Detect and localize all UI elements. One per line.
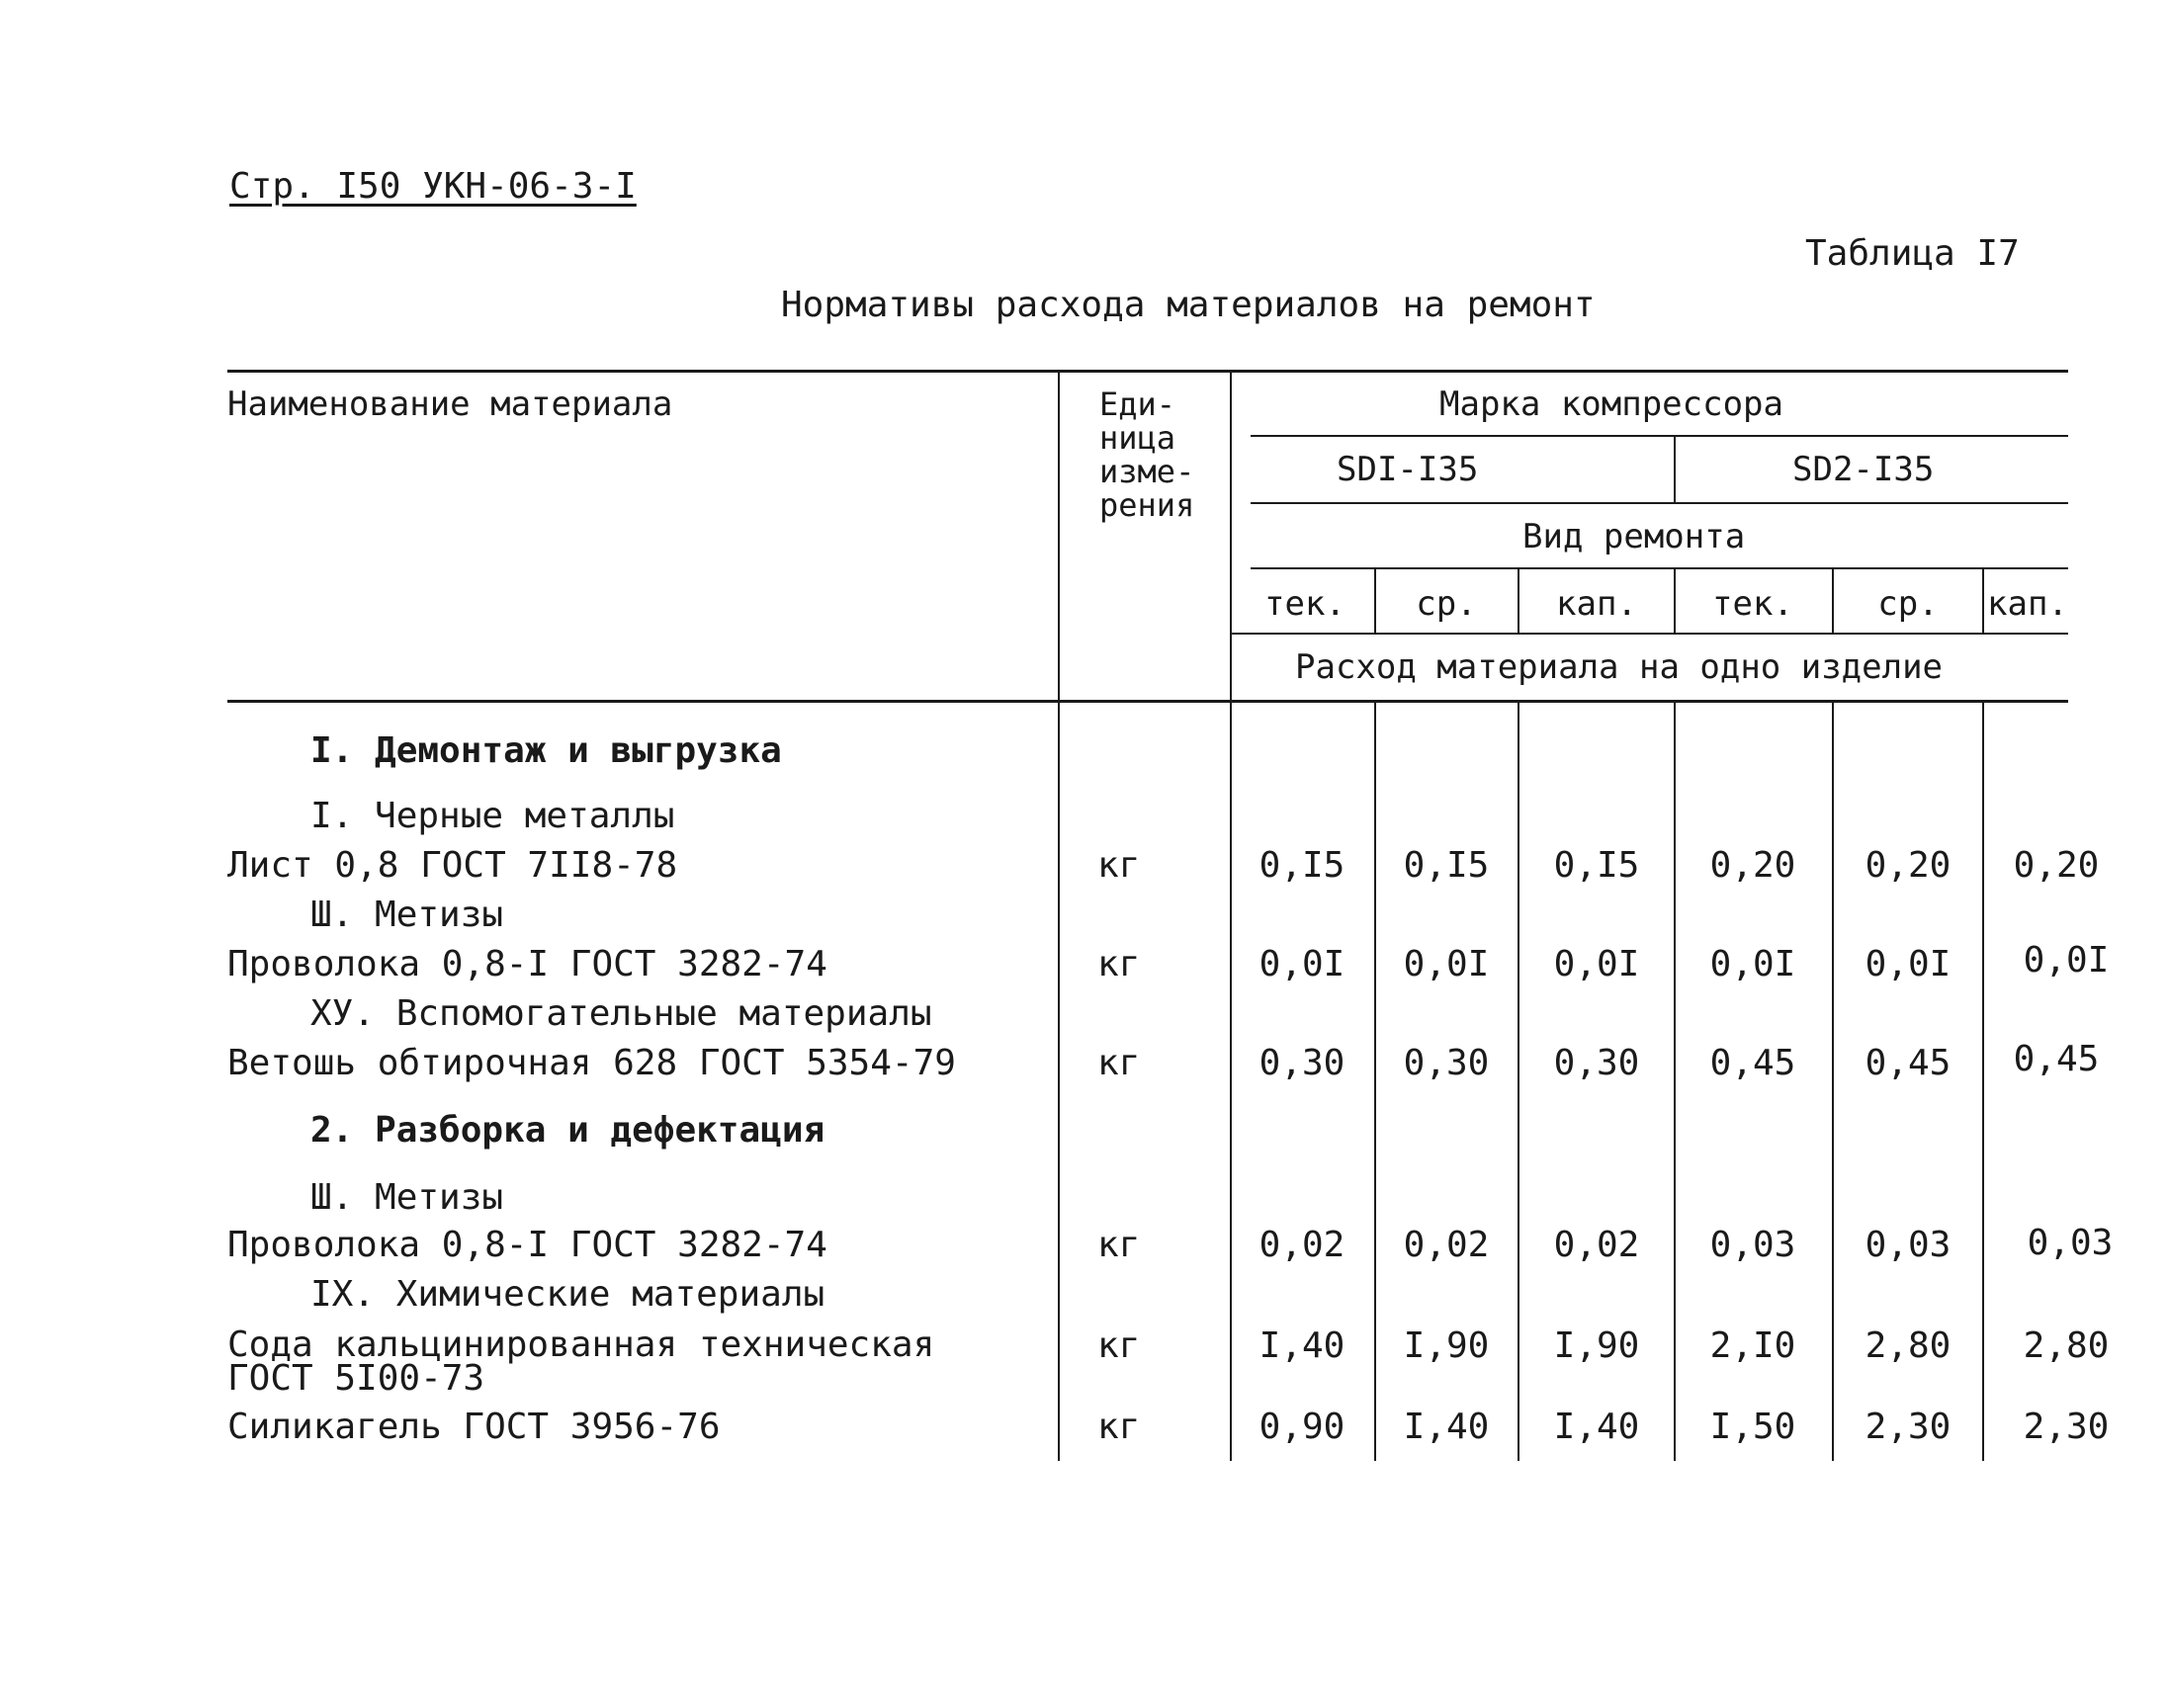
body-divider-1 <box>1374 700 1376 1461</box>
material-column-header: Наименование материала <box>227 384 673 424</box>
value-cell: 2,I0 <box>1709 1325 1796 1366</box>
unit-header-line: ница <box>1099 419 1176 457</box>
repair-type-header: Вид ремонта <box>1522 517 1746 556</box>
value-cell: 0,30 <box>1403 1043 1490 1083</box>
unit-cell: кг <box>1097 1043 1141 1083</box>
value-cell: 0,02 <box>1553 1225 1640 1265</box>
repair-kind-header: кап. <box>1987 584 2068 624</box>
body-divider-5 <box>1982 700 1984 1461</box>
unit-cell: кг <box>1097 1325 1141 1366</box>
value-cell: I,50 <box>1709 1407 1796 1447</box>
value-cell: 0,20 <box>1865 845 1952 886</box>
value-cell: 0,90 <box>1258 1407 1345 1447</box>
section-heading: I. Демонтаж и выгрузка <box>310 730 782 771</box>
repair-kind-header: тек. <box>1264 584 1345 624</box>
group-heading: IX. Химические материалы <box>310 1274 825 1315</box>
value-cell: 0,0I <box>1709 944 1796 984</box>
section-heading: 2. Разборка и дефектация <box>310 1110 825 1151</box>
group-heading: Ш. Метизы <box>310 895 504 935</box>
unit-column-divider <box>1058 370 1060 1461</box>
group-heading: ХУ. Вспомогательные материалы <box>310 993 932 1034</box>
value-cell: 0,03 <box>1709 1225 1796 1265</box>
material-name: Проволока 0,8-I ГОСТ 3282-74 <box>227 944 827 984</box>
unit-cell: кг <box>1097 944 1141 984</box>
model-rule <box>1251 502 2068 504</box>
unit-cell: кг <box>1097 845 1141 886</box>
value-cell: 0,0I <box>1553 944 1640 984</box>
kind-divider-5 <box>1982 567 1984 633</box>
kind-divider-2 <box>1518 567 1519 633</box>
material-name: Ветошь обтирочная 628 ГОСТ 5354-79 <box>227 1043 956 1083</box>
table-number: Таблица I7 <box>1805 233 2020 274</box>
kind-divider-1 <box>1374 567 1376 633</box>
value-cell: I,40 <box>1553 1407 1640 1447</box>
material-name: Сода кальцинированная техническая ГОСТ 5I00-73 <box>227 1324 935 1399</box>
model-header-2: SD2-I35 <box>1792 450 1935 489</box>
brand-rule <box>1251 435 2068 437</box>
value-cell: I,40 <box>1403 1407 1490 1447</box>
unit-cell: кг <box>1097 1225 1141 1265</box>
repair-kind-header: ср. <box>1416 584 1477 624</box>
value-cell: I,90 <box>1403 1325 1490 1366</box>
material-name: Силикагель ГОСТ 3956-76 <box>227 1407 721 1447</box>
model-header-1: SDI-I35 <box>1337 450 1479 489</box>
consumption-header: Расход материала на одно изделие <box>1295 647 1944 687</box>
table-title: Нормативы расхода материалов на ремонт <box>781 285 1596 325</box>
value-cell: 2,80 <box>2023 1325 2110 1366</box>
value-cell: 0,03 <box>1865 1225 1952 1265</box>
body-divider-4 <box>1832 700 1834 1461</box>
value-cell: 2,30 <box>2023 1407 2110 1447</box>
repair-kind-header: кап. <box>1556 584 1637 624</box>
value-cell: 0,03 <box>2027 1223 2114 1263</box>
unit-header-line: Еди- <box>1099 385 1176 423</box>
group-heading: I. Черные металлы <box>310 796 675 836</box>
value-cell: 0,45 <box>1709 1043 1796 1083</box>
value-cell: 0,45 <box>2013 1039 2100 1079</box>
repair-kind-header: тек. <box>1712 584 1793 624</box>
value-cell: 0,0I <box>2023 940 2110 981</box>
value-cell: I,40 <box>1258 1325 1345 1366</box>
value-cell: 0,20 <box>1709 845 1796 886</box>
body-divider-3 <box>1674 700 1676 1461</box>
value-cell: I,90 <box>1553 1325 1640 1366</box>
value-cell: 0,I5 <box>1403 845 1490 886</box>
unit-column-header <box>1099 387 1194 522</box>
brand-header: Марка компрессора <box>1439 384 1783 424</box>
page-reference: Стр. I50 УКН-06-3-I <box>229 166 637 207</box>
value-cell: 0,0I <box>1865 944 1952 984</box>
kind-divider-4 <box>1832 567 1834 633</box>
table-top-rule <box>227 370 2068 373</box>
unit-header-line: рения <box>1099 486 1195 524</box>
value-cell: 0,I5 <box>1258 845 1345 886</box>
values-column-divider <box>1230 370 1232 1461</box>
model-divider <box>1674 435 1676 502</box>
unit-header-line: изме- <box>1099 453 1195 490</box>
value-cell: 0,30 <box>1553 1043 1640 1083</box>
value-cell: 0,0I <box>1403 944 1490 984</box>
material-name: Проволока 0,8-I ГОСТ 3282-74 <box>227 1225 827 1265</box>
unit-cell: кг <box>1097 1407 1141 1447</box>
value-cell: 0,45 <box>1865 1043 1952 1083</box>
value-cell: 0,02 <box>1258 1225 1345 1265</box>
value-cell: 0,20 <box>2013 845 2100 886</box>
value-cell: 0,30 <box>1258 1043 1345 1083</box>
repair-kind-header: ср. <box>1877 584 1939 624</box>
value-cell: 0,I5 <box>1553 845 1640 886</box>
material-name: Лист 0,8 ГОСТ 7II8-78 <box>227 845 678 886</box>
value-cell: 2,80 <box>1865 1325 1952 1366</box>
value-cell: 0,02 <box>1403 1225 1490 1265</box>
header-bottom-rule <box>227 700 2068 703</box>
kind-divider-3 <box>1674 567 1676 633</box>
group-heading: Ш. Метизы <box>310 1177 504 1218</box>
value-cell: 0,0I <box>1258 944 1345 984</box>
body-divider-2 <box>1518 700 1519 1461</box>
repair-kind-rule <box>1231 633 2068 635</box>
value-cell: 2,30 <box>1865 1407 1952 1447</box>
